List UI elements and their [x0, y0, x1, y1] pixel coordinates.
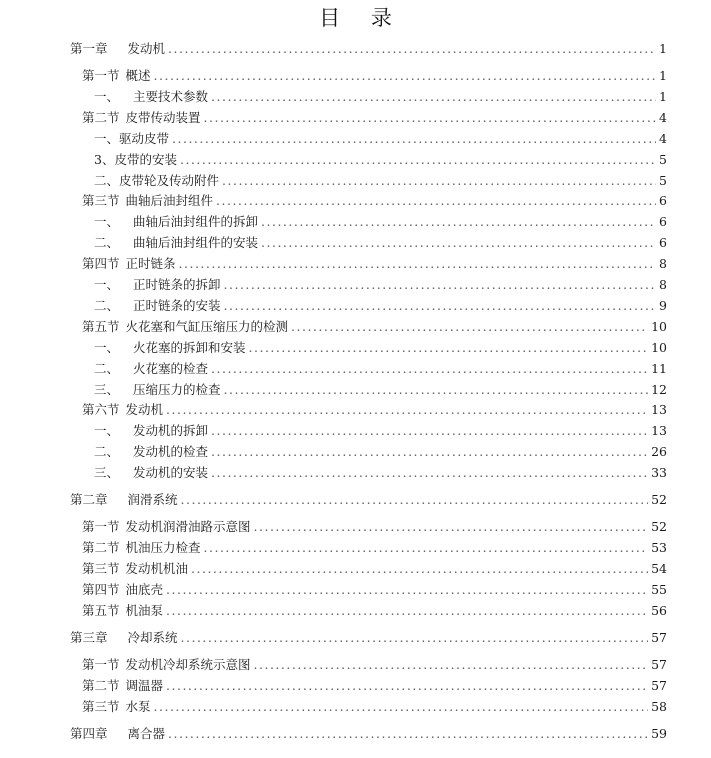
toc-subsection-row[interactable]: [94, 442, 667, 462]
toc-leader-dots: [216, 191, 656, 211]
toc-entry-text: 离合器: [127, 725, 166, 741]
toc-entry-number: 第三节: [82, 560, 120, 576]
toc-entry-text: 压缩压力的检查: [133, 381, 221, 397]
toc-entry-number: 第五节: [82, 602, 120, 618]
toc-entry-number: 第二节: [82, 677, 120, 693]
toc-page-number: 33: [651, 465, 667, 481]
toc-leader-dots: [179, 254, 657, 274]
toc-chapter-row[interactable]: [70, 724, 667, 744]
toc-entry-label: [94, 442, 208, 462]
toc-entry-text: 概述: [125, 68, 151, 83]
toc-subsection-row[interactable]: [94, 171, 667, 191]
toc-entry-label: [82, 559, 188, 579]
toc-leader-dots: [166, 676, 648, 696]
toc-entry-text: 正时链条的安装: [133, 297, 221, 313]
toc-page-number: 52: [651, 492, 667, 508]
toc-entry-label: [94, 150, 177, 170]
toc-subsection-row[interactable]: [94, 233, 667, 253]
toc-entry-label: [94, 233, 258, 253]
toc-leader-dots: [204, 538, 649, 558]
toc-leader-dots: [166, 580, 648, 600]
toc-section-row[interactable]: [82, 676, 667, 696]
toc-entry-text: 皮带的安装: [114, 151, 177, 167]
toc-entry-number: 第一节: [82, 68, 120, 83]
toc-entry-text: 发动机的拆卸: [133, 423, 209, 439]
toc-leader-dots: [204, 108, 657, 128]
toc-entry-label: [82, 108, 201, 128]
toc-page-number: 5: [659, 151, 667, 167]
toc-section-row[interactable]: [82, 697, 667, 717]
toc-entry-label: [82, 697, 151, 717]
toc-section-row[interactable]: [82, 655, 667, 675]
toc-page-number: 4: [659, 109, 667, 125]
toc-page-number: 8: [659, 277, 667, 292]
toc-page-number: 11: [651, 360, 667, 376]
toc-entry-text: 驱动皮带: [119, 130, 170, 146]
toc-leader-dots: [224, 380, 649, 400]
toc-section-row[interactable]: [82, 317, 667, 337]
toc-leader-dots: [154, 66, 657, 86]
toc-leader-dots: [291, 317, 648, 337]
toc-subsection-row[interactable]: [94, 338, 667, 358]
toc-entry-label: [82, 191, 213, 211]
toc-entry-label: [94, 129, 169, 149]
toc-entry-number: 第一节: [82, 656, 120, 672]
toc-entry-number: 第五节: [82, 318, 120, 334]
toc-page-number: 10: [651, 318, 667, 334]
toc-entry-label: [82, 66, 151, 86]
toc-leader-dots: [211, 463, 648, 483]
toc-entry-label: [82, 517, 251, 537]
toc-entry-label: [94, 380, 221, 400]
toc-entry-label: [82, 254, 176, 274]
toc-section-row[interactable]: [82, 601, 667, 621]
toc-entry-number: 二、: [94, 444, 120, 460]
toc-section-row[interactable]: [82, 538, 667, 558]
toc-entry-number: 第六节: [82, 402, 120, 418]
toc-leader-dots: [222, 171, 656, 191]
toc-entry-label: [70, 724, 165, 744]
toc-section-row[interactable]: [82, 400, 667, 420]
toc-entry-number: 第一章: [70, 41, 108, 56]
toc-entry-text: 曲轴后油封组件的安装: [133, 235, 259, 251]
toc-entry-label: [94, 212, 258, 232]
toc-entry-text: 水泵: [125, 698, 151, 714]
toc-entry-number: 一、: [94, 277, 120, 292]
toc-chapter-row[interactable]: [70, 628, 667, 648]
toc-leader-dots: [181, 628, 649, 648]
toc-page-number: 26: [651, 444, 667, 460]
toc-entry-text: 皮带传动装置: [125, 109, 201, 125]
toc-entry-label: [82, 601, 163, 621]
toc-entry-label: [82, 317, 288, 337]
toc-leader-dots: [224, 296, 657, 316]
toc-entry-number: 一、: [94, 423, 120, 439]
toc-page-number: 8: [659, 256, 667, 272]
toc-chapter-row[interactable]: [70, 490, 667, 510]
toc-section-row[interactable]: [82, 517, 667, 537]
toc-page-number: 9: [659, 297, 667, 313]
page-title: 目 录: [319, 6, 404, 30]
toc-page-number: 52: [651, 519, 667, 535]
toc-page-number: 1: [659, 88, 667, 104]
toc-entry-number: 三、: [94, 381, 120, 397]
toc-entry-number: 第四章: [70, 725, 108, 741]
toc-leader-dots: [168, 724, 648, 744]
toc-entry-text: 调温器: [125, 677, 164, 693]
toc-page-number: 6: [659, 214, 667, 230]
toc-subsection-row[interactable]: [94, 296, 667, 316]
toc-entry-label: [70, 39, 165, 59]
toc-leader-dots: [168, 39, 656, 59]
toc-entry-text: 发动机的检查: [133, 444, 209, 460]
toc-leader-dots: [166, 601, 648, 621]
toc-entry-label: [82, 400, 163, 420]
toc-leader-dots: [211, 421, 648, 441]
toc-page-number: 57: [651, 656, 667, 672]
toc-page-number: 58: [651, 698, 667, 714]
toc-page-number: 1: [659, 68, 667, 83]
toc-entry-number: 一、: [94, 339, 120, 355]
toc-entry-text: 发动机冷却系统示意图: [125, 656, 251, 672]
toc-page-number: 57: [651, 677, 667, 693]
toc-entry-number: 第四节: [82, 256, 120, 272]
toc-entry-number: 第二章: [70, 492, 108, 508]
toc-entry-number: 二、: [94, 360, 120, 376]
toc-entry-text: 发动机的安装: [133, 465, 209, 481]
toc-page-number: 55: [651, 581, 667, 597]
toc-entry-text: 发动机: [125, 402, 164, 418]
toc-section-row[interactable]: [82, 191, 667, 211]
toc-entry-text: 润滑系统: [127, 492, 178, 508]
toc-leader-dots: [211, 87, 656, 107]
toc-leader-dots: [154, 697, 649, 717]
toc-entry-number: 一、: [94, 214, 120, 230]
toc-entry-text: 冷却系统: [127, 629, 178, 645]
toc-entry-label: [94, 463, 208, 483]
toc-page-number: 13: [651, 423, 667, 439]
toc-entry-number: 三、: [94, 465, 120, 481]
toc-page-number: 6: [659, 235, 667, 251]
toc-page-number: 56: [651, 602, 667, 618]
toc-page-number: 13: [651, 402, 667, 418]
toc-entry-number: 第三节: [82, 698, 120, 714]
toc-entry-label: [94, 421, 208, 441]
toc-entry-label: [94, 296, 221, 316]
toc-leader-dots: [166, 400, 648, 420]
toc-leader-dots: [224, 275, 657, 295]
toc-page-number: 53: [651, 540, 667, 555]
toc-leader-dots: [254, 517, 649, 537]
toc-entry-number: 二、: [94, 172, 120, 188]
toc-entry-text: 正时链条的拆卸: [133, 277, 221, 292]
toc-entry-text: 机油压力检查: [125, 540, 201, 555]
toc-page-number: 6: [659, 193, 667, 209]
toc-page-number: 10: [651, 339, 667, 355]
toc-chapter-row[interactable]: [70, 39, 667, 59]
toc-entry-text: 曲轴后油封组件的拆卸: [133, 214, 259, 230]
toc-subsection-row[interactable]: [94, 359, 667, 379]
toc-page-number: 54: [651, 560, 667, 576]
toc-leader-dots: [261, 212, 656, 232]
toc-page-number: 59: [651, 725, 667, 741]
toc-section-row[interactable]: [82, 580, 667, 600]
toc-entry-text: 油底壳: [125, 581, 164, 597]
toc-page-number: 12: [651, 381, 667, 397]
toc-entry-label: [82, 538, 201, 558]
toc-entry-text: 曲轴后油封组件: [125, 193, 214, 209]
toc-entry-number: 第一节: [82, 519, 120, 535]
toc-section-row[interactable]: [82, 559, 667, 579]
toc-entry-number: 3、: [94, 151, 115, 167]
toc-leader-dots: [254, 655, 649, 675]
toc-subsection-row[interactable]: [94, 463, 667, 483]
toc-entry-label: [94, 87, 208, 107]
toc-entry-text: 发动机: [127, 41, 166, 56]
toc-entry-label: [70, 490, 178, 510]
toc-entry-text: 主要技术参数: [133, 88, 209, 104]
toc-entry-label: [94, 359, 208, 379]
toc-leader-dots: [181, 490, 649, 510]
toc-entry-label: [94, 275, 221, 295]
toc-page-number: 57: [651, 629, 667, 645]
toc-subsection-row[interactable]: [94, 150, 667, 170]
toc-subsection-row[interactable]: [94, 87, 667, 107]
toc-entry-number: 第三章: [70, 629, 108, 645]
toc-section-row[interactable]: [82, 66, 667, 86]
toc-entry-label: [94, 338, 246, 358]
toc-entry-number: 一、: [94, 88, 120, 104]
toc-leader-dots: [211, 442, 648, 462]
toc-section-row[interactable]: [82, 108, 667, 128]
toc-leader-dots: [211, 359, 648, 379]
toc-entry-text: 发动机机油: [125, 560, 189, 576]
toc-entry-number: 第四节: [82, 581, 120, 597]
toc-entry-number: 第二节: [82, 109, 120, 125]
toc-entry-label: [82, 580, 163, 600]
toc-entry-number: 二、: [94, 235, 120, 251]
toc-entry-text: 机油泵: [125, 602, 164, 618]
toc-entry-text: 发动机润滑油路示意图: [125, 519, 251, 535]
toc-subsection-row[interactable]: [94, 275, 667, 295]
toc-subsection-row[interactable]: [94, 380, 667, 400]
toc-entry-number: 一、: [94, 130, 120, 146]
toc-entry-label: [70, 628, 178, 648]
toc-page-number: 1: [659, 41, 667, 56]
toc-leader-dots: [249, 338, 649, 358]
toc-entry-number: 二、: [94, 297, 120, 313]
toc-entry-text: 正时链条: [125, 256, 176, 272]
toc-subsection-row[interactable]: [94, 212, 667, 232]
toc-entry-label: [82, 676, 163, 696]
toc-leader-dots: [180, 150, 656, 170]
toc-leader-dots: [172, 129, 656, 149]
toc-leader-dots: [191, 559, 648, 579]
toc-entry-number: 第三节: [82, 193, 120, 209]
toc-page-number: 4: [659, 130, 667, 146]
toc-section-row[interactable]: [82, 254, 667, 274]
toc-leader-dots: [261, 233, 656, 253]
toc-subsection-row[interactable]: [94, 129, 667, 149]
toc-entry-text: 火花塞的拆卸和安装: [133, 339, 246, 355]
toc-page-number: 5: [659, 172, 667, 188]
toc-entry-text: 火花塞的检查: [133, 360, 209, 376]
toc-subsection-row[interactable]: [94, 421, 667, 441]
toc-entry-label: [94, 171, 219, 191]
toc-entry-text: 火花塞和气缸压缩压力的检测: [125, 318, 289, 334]
toc-entry-label: [82, 655, 251, 675]
toc-entry-number: 第二节: [82, 540, 120, 555]
toc-entry-text: 皮带轮及传动附件: [119, 172, 220, 188]
